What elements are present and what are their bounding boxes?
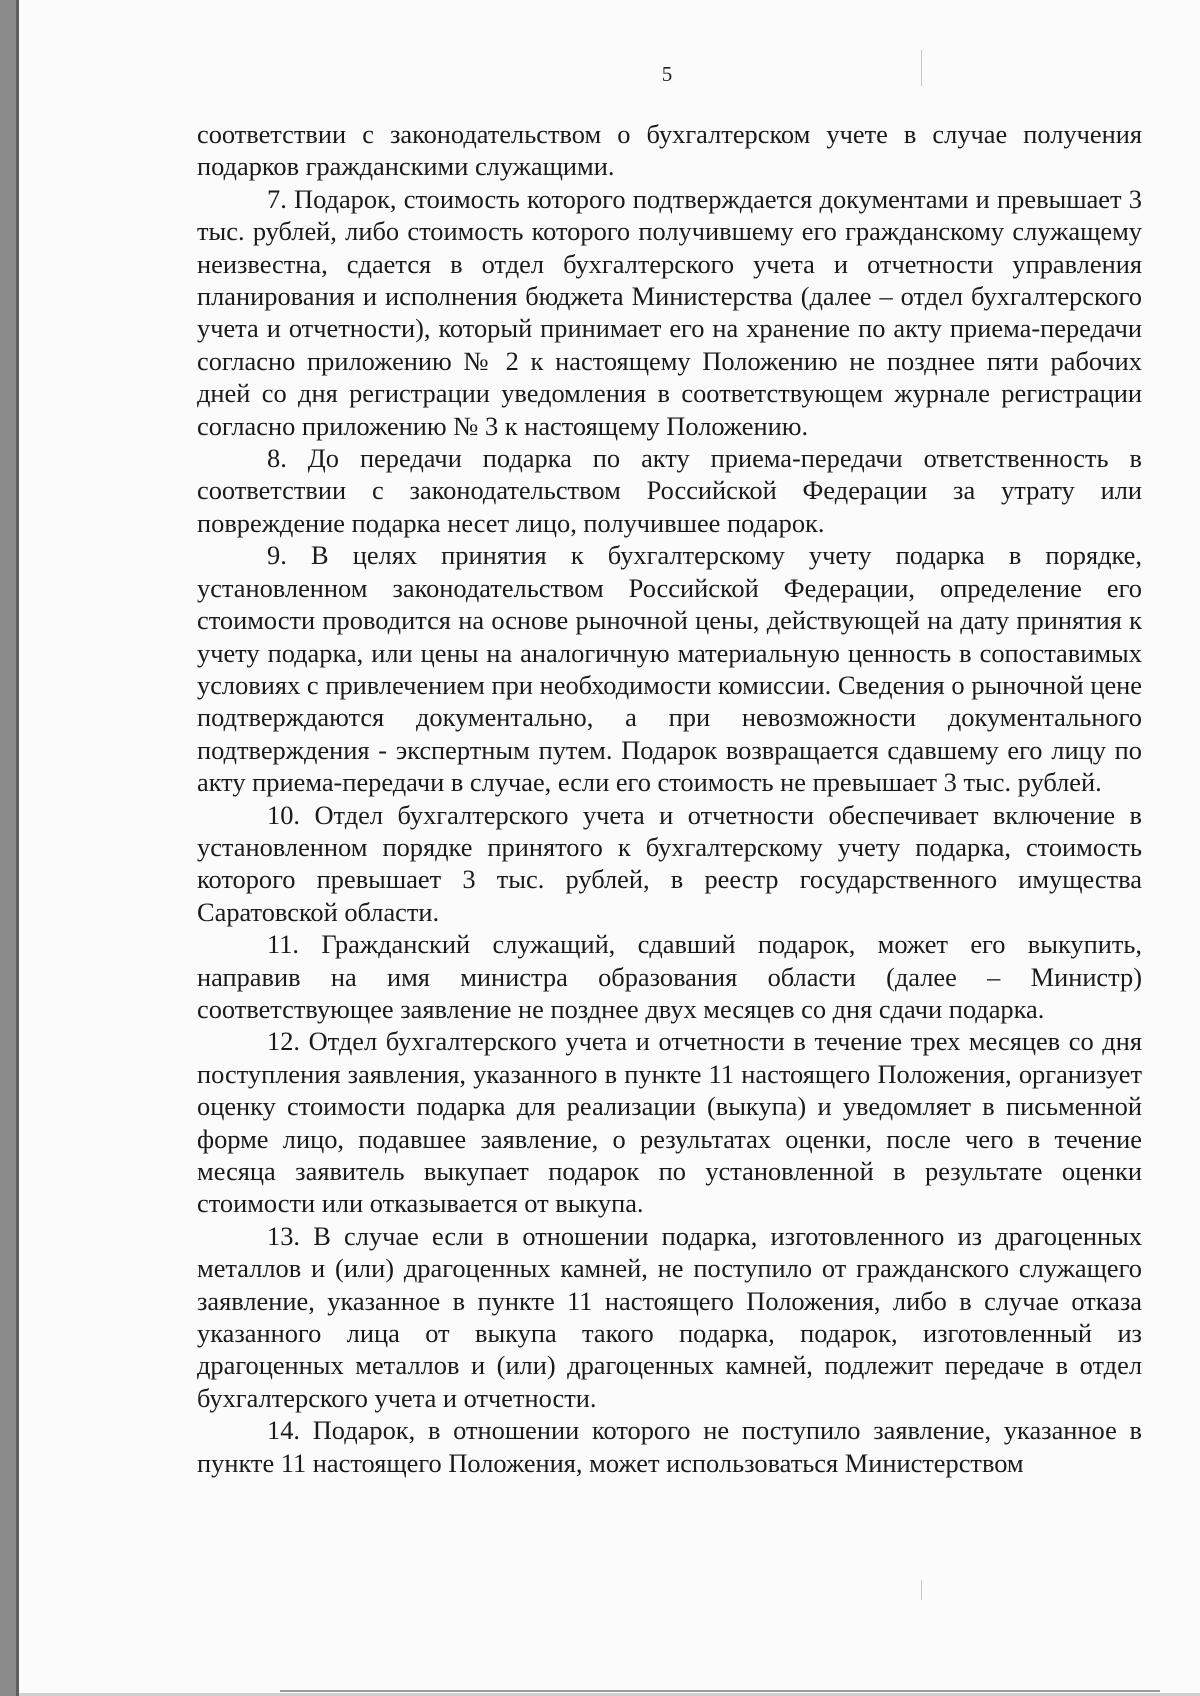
scan-fold-line [921,1580,922,1600]
paragraph-12: 12. Отдел бухгалтерского учета и отчетности в течение трех месяцев со дня поступления заявления, указанного в пункте 11 настоящего Положения, организует оценку стоимости подарка для реализации (выкупа) и уведомляет в письменной форме лицо, подавшее заявление, о результатах оценки, после чего в течение месяца заявитель выкупает подарок по установленной в результате оценки стоимости или отказывается от выкупа. [197,1026,1142,1219]
page-number: 5 [661,62,673,86]
paragraph-11: 11. Гражданский служащий, сдавший подарок, может его выкупить, направив на имя министра образования области (далее – Министр) соответствующее заявление не позднее двух месяцев со дня сдачи подарка. [197,929,1142,1024]
scan-bottom-edge [280,1690,1160,1692]
paragraph-13: 13. В случае если в отношении подарка, изготовленного из драгоценных металлов и (или) драгоценных камней, не поступило от гражданского служащего заявление, указанное в пункте 11 настоящего Положения, либо в случае отказа указанного лица от выкупа такого подарка, подарок, изготовленный из драгоценных металлов и (или) драгоценных камней, подлежит передаче в отдел бухгалтерского учета и отчетности. [197,1220,1142,1413]
paragraph-8: 8. До передачи подарка по акту приема-передачи ответственность в соответствии с законодательством Российской Федерации за утрату или повреждение подарка несет лицо, получившее подарок. [197,443,1142,538]
paragraph-continuation: соответствии с законодательством о бухгалтерском учете в случае получения подарков гражданскими служащими. [197,119,1142,182]
paragraph-14: 14. Подарок, в отношении которого не поступило заявление, указанное в пункте 11 настоящего Положения, может использоваться Министерством [197,1415,1142,1478]
paragraph-10: 10. Отдел бухгалтерского учета и отчетности обеспечивает включение в установленном порядке принятого к бухгалтерскому учету подарка, стоимость которого превышает 3 тыс. рублей, в реестр государственного имущества Саратовской области. [197,799,1142,927]
paragraph-9: 9. В целях принятия к бухгалтерскому учету подарка в порядке, установленном законодательством Российской Федерации, определение его стоимости проводится на основе рыночной цены, действующей на дату принятия к учету подарка, или цены на аналогичную материальную ценность в сопоставимых условиях с привлечением при необходимости комиссии. Сведения о рыночной цене подтверждаются документально, а при невозможности документального подтверждения - экспертным путем. Подарок возвращается сдавшему его лицу по акту приема-передачи в случае, если его стоимость не превышает 3 тыс. рублей. [197,540,1142,798]
document-body [197,118,1142,1479]
paragraph-7: 7. Подарок, стоимость которого подтверждается документами и превышает 3 тыс. рублей, либо стоимость которого получившему его гражданскому служащему неизвестна, сдается в отдел бухгалтерского учета и отчетности управления планирования и исполнения бюджета Министерства (далее – отдел бухгалтерского учета и отчетности), который принимает его на хранение по акту приема-передачи согласно приложению № 2 к настоящему Положению не позднее пяти рабочих дней со дня регистрации уведомления в соответствующем журнале регистрации согласно приложению № 3 к настоящему Положению. [197,183,1142,441]
